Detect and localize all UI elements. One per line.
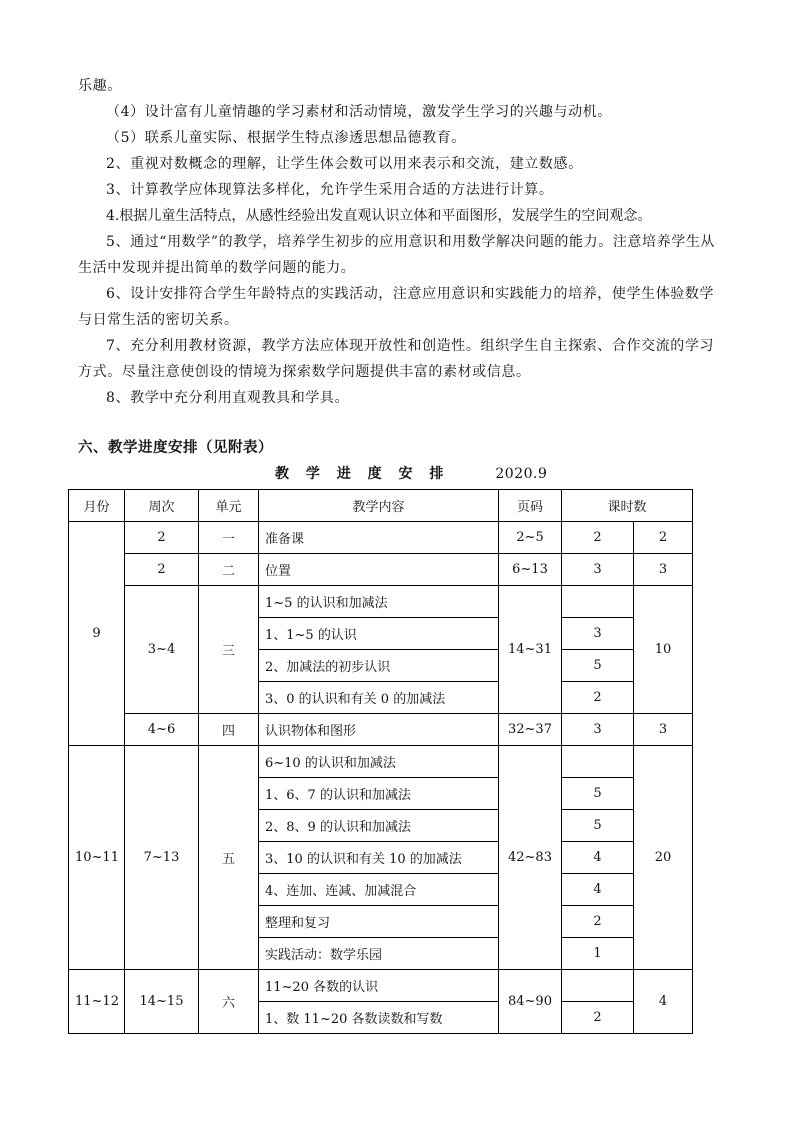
- cell-pages: 84~90: [499, 970, 562, 1034]
- schedule-table: [68, 489, 693, 1034]
- cell-hours: 4: [562, 874, 634, 906]
- table-header-row: [69, 490, 693, 522]
- cell-hours: 5: [562, 810, 634, 842]
- cell-content: 2、加减法的初步认识: [259, 650, 499, 682]
- cell-content: 实践活动：数学乐园: [259, 938, 499, 970]
- cell-total-hours: 3: [634, 554, 693, 586]
- paragraph-point-8: 8、教学中充分利用直观教具和学具。: [106, 390, 350, 406]
- table-row: [69, 586, 693, 618]
- cell-hours: 3: [562, 714, 634, 746]
- cell-pages: 6~13: [499, 554, 562, 586]
- cell-total-hours: 3: [634, 714, 693, 746]
- cell-month: 11~12: [69, 970, 125, 1034]
- cell-hours: 5: [562, 778, 634, 810]
- cell-month: 10~11: [69, 746, 125, 970]
- cell-content: 3、0 的认识和有关 0 的加减法: [259, 682, 499, 714]
- header-week: 周次: [125, 490, 199, 522]
- header-hours: 课时数: [562, 490, 693, 522]
- cell-week: 2: [125, 522, 199, 554]
- cell-pages: 42~83: [499, 746, 562, 970]
- paragraph-item-4: （4）设计富有儿童情趣的学习素材和活动情境，激发学生学习的兴趣与动机。: [106, 104, 612, 120]
- header-unit: 单元: [199, 490, 259, 522]
- table-row: [69, 714, 693, 746]
- cell-unit: 五: [199, 746, 259, 970]
- cell-content: 1、6、7 的认识和加减法: [259, 778, 499, 810]
- section-title: 六、教学进度安排（见附表）: [78, 439, 273, 456]
- cell-hours: 2: [562, 682, 634, 714]
- paragraph-point-7: 7、充分利用教材资源，教学方法应体现开放性和创造性。组织学生自主探索、合作交流的学习方式。尽量注意使创设的情境为探索数学问题提供丰富的素材或信息。: [78, 338, 715, 380]
- cell-unit: 四: [199, 714, 259, 746]
- cell-week: 14~15: [125, 970, 199, 1034]
- cell-content: 4、连加、连减、加减混合: [259, 874, 499, 906]
- cell-total-hours: 2: [634, 522, 693, 554]
- cell-content: 1、1~5 的认识: [259, 618, 499, 650]
- cell-week: 3~4: [125, 586, 199, 714]
- header-month: 月份: [69, 490, 125, 522]
- paragraph-point-3: 3、计算教学应体现算法多样化，允许学生采用合适的方法进行计算。: [106, 182, 554, 198]
- header-pages: 页码: [499, 490, 562, 522]
- cell-total-hours: 10: [634, 586, 693, 714]
- table-row: [69, 970, 693, 1002]
- cell-week: 4~6: [125, 714, 199, 746]
- cell-content: 6~10 的认识和加减法: [259, 746, 499, 778]
- cell-hours: 3: [562, 618, 634, 650]
- table-caption: [275, 463, 547, 483]
- cell-hours: 3: [562, 554, 634, 586]
- cell-content: 准备课: [259, 522, 499, 554]
- cell-week: 2: [125, 554, 199, 586]
- paragraph-point-2: 2、重视对数概念的理解，让学生体会数可以用来表示和交流，建立数感。: [106, 156, 583, 172]
- cell-content: 1、数 11~20 各数读数和写数: [259, 1002, 499, 1034]
- cell-total-hours: 20: [634, 746, 693, 970]
- cell-hours: 1: [562, 938, 634, 970]
- cell-unit: 一: [199, 522, 259, 554]
- cell-content: 11~20 各数的认识: [259, 970, 499, 1002]
- cell-hours: 2: [562, 906, 634, 938]
- cell-content: 认识物体和图形: [259, 714, 499, 746]
- cell-pages: 14~31: [499, 586, 562, 714]
- paragraph-point-5: 5、通过“用数学”的教学，培养学生初步的应用意识和用数学解决问题的能力。注意培养学生从生活中发现并提出简单的数学问题的能力。: [78, 234, 716, 276]
- cell-total-hours: 4: [634, 970, 693, 1034]
- cell-month: 9: [69, 522, 125, 746]
- cell-pages: 2~5: [499, 522, 562, 554]
- table-row: [69, 522, 693, 554]
- cell-content: 1~5 的认识和加减法: [259, 586, 499, 618]
- cell-content: 3、10 的认识和有关 10 的加减法: [259, 842, 499, 874]
- cell-content: 整理和复习: [259, 906, 499, 938]
- paragraph-item-5: （5）联系儿童实际、根据学生特点渗透思想品德教育。: [106, 130, 466, 146]
- cell-pages: 32~37: [499, 714, 562, 746]
- cell-week: 7~13: [125, 746, 199, 970]
- cell-hours: [562, 970, 634, 1002]
- paragraph-continuation: 乐趣。: [78, 78, 122, 94]
- cell-hours: 5: [562, 650, 634, 682]
- cell-content: 位置: [259, 554, 499, 586]
- cell-hours: [562, 586, 634, 618]
- cell-hours: 2: [562, 522, 634, 554]
- cell-hours: 2: [562, 1002, 634, 1034]
- paragraph-point-4: 4.根据儿童生活特点，从感性经验出发直观认识立体和平面图形，发展学生的空间观念。: [106, 208, 652, 224]
- cell-unit: 二: [199, 554, 259, 586]
- paragraph-point-6: 6、设计安排符合学生年龄特点的实践活动，注意应用意识和实践能力的培养，使学生体验数学与日常生活的密切关系。: [78, 286, 715, 328]
- cell-content: 2、8、9 的认识和加减法: [259, 810, 499, 842]
- cell-hours: 4: [562, 842, 634, 874]
- cell-hours: [562, 746, 634, 778]
- table-row: [69, 554, 693, 586]
- table-row: [69, 746, 693, 778]
- cell-unit: 六: [199, 970, 259, 1034]
- table-title: 教 学 进 度 安 排: [275, 466, 450, 482]
- table-date: 2020.9: [495, 466, 548, 482]
- cell-unit: 三: [199, 586, 259, 714]
- header-content: 教学内容: [259, 490, 499, 522]
